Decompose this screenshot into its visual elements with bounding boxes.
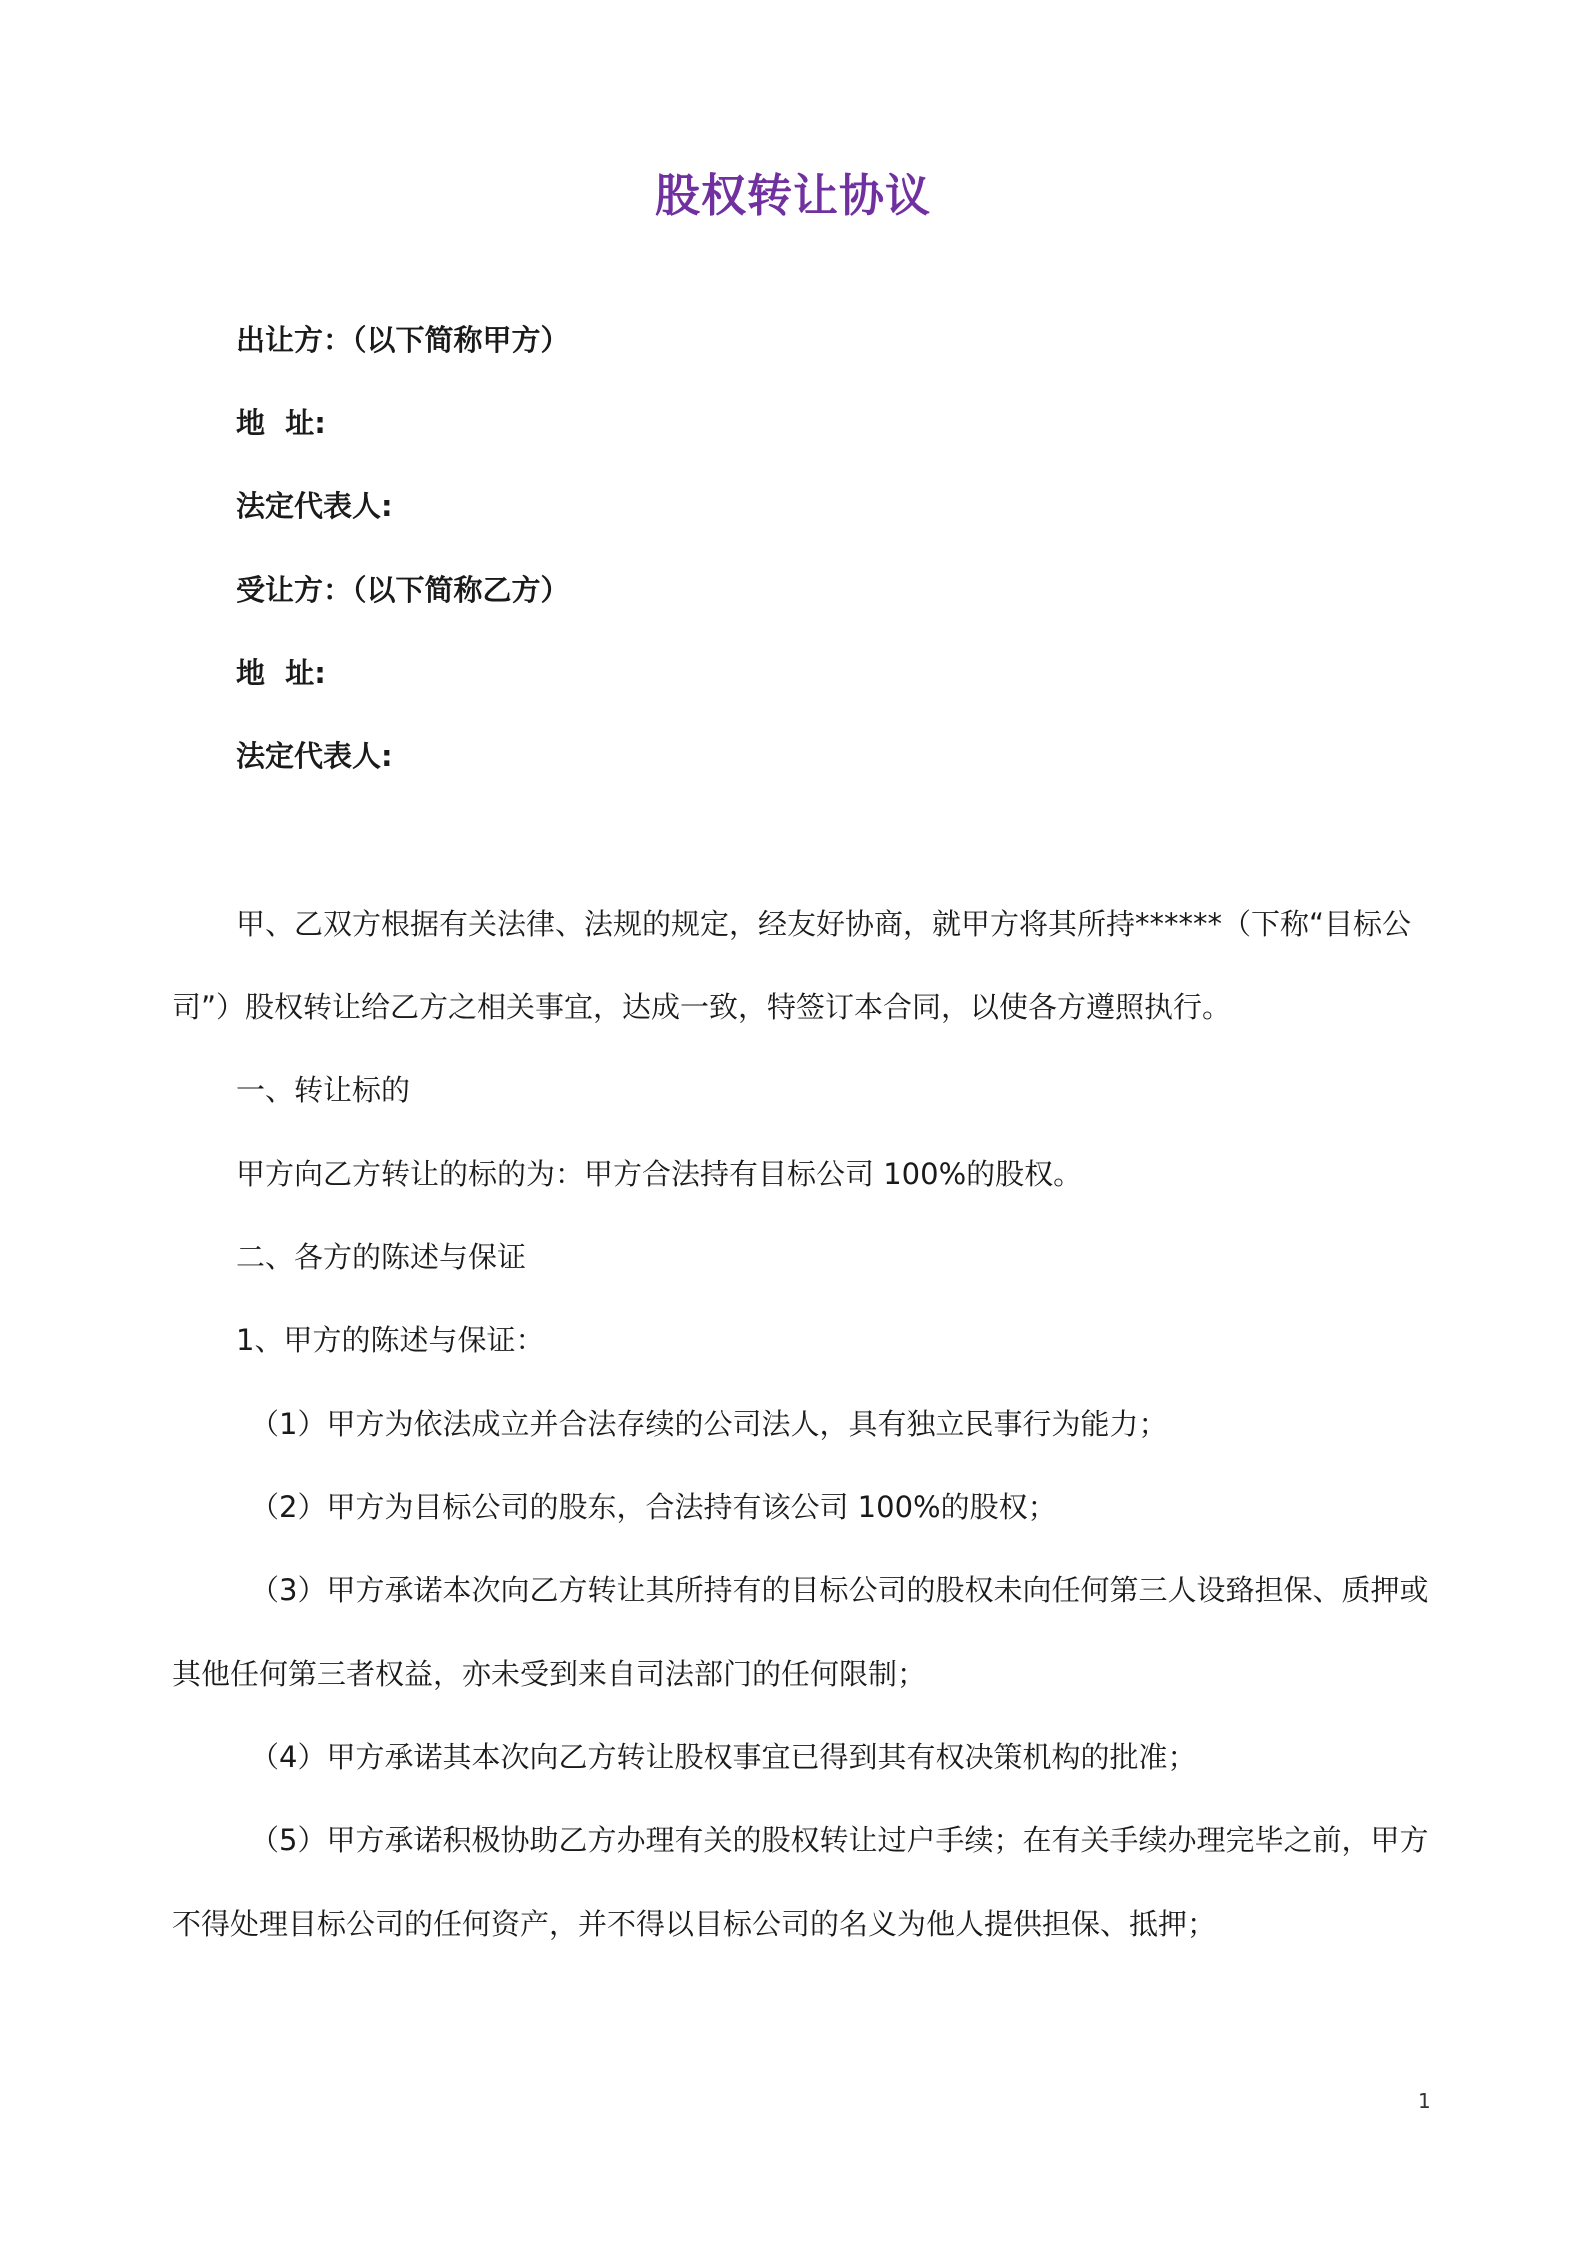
page-number: 1 bbox=[1418, 2089, 1431, 2113]
section-2-heading: 二、各方的陈述与保证 bbox=[236, 1240, 527, 1274]
preamble-line-2: 司”）股权转让给乙方之相关事宜，达成一致，特签订本合同，以使各方遵照执行。 bbox=[172, 990, 1232, 1024]
clause-item-3-line-1: （3）甲方承诺本次向乙方转让其所持有的目标公司的股权未向任何第三人设臵担保、质押或 bbox=[250, 1573, 1429, 1607]
section-1-heading: 一、转让标的 bbox=[236, 1073, 411, 1107]
section-2-sub1-heading: 1、甲方的陈述与保证： bbox=[236, 1323, 545, 1357]
transferee-representative-label: 法定代表人: bbox=[236, 739, 393, 773]
clause-item-3-line-2: 其他任何第三者权益，亦未受到来自司法部门的任何限制； bbox=[172, 1657, 927, 1691]
transferor-representative-label: 法定代表人: bbox=[236, 489, 393, 523]
document-title: 股权转让协议 bbox=[654, 169, 931, 222]
clause-item-4: （4）甲方承诺其本次向乙方转让股权事宜已得到其有权决策机构的批准； bbox=[250, 1740, 1197, 1774]
clause-item-5-line-2: 不得处理目标公司的任何资产，并不得以目标公司的名义为他人提供担保、抵押； bbox=[172, 1907, 1217, 1941]
transferor-label: 出让方：（以下简称甲方） bbox=[236, 323, 570, 357]
clause-item-5-line-1: （5）甲方承诺积极协助乙方办理有关的股权转让过户手续；在有关手续办理完毕之前，甲方 bbox=[250, 1823, 1429, 1857]
transferee-address-label: 地 址: bbox=[236, 656, 326, 690]
preamble-line-1: 甲、乙双方根据有关法律、法规的规定，经友好协商，就甲方将其所持******（下称“目标公 bbox=[236, 907, 1412, 941]
section-1-text: 甲方向乙方转让的标的为：甲方合法持有目标公司 100%的股权。 bbox=[236, 1157, 1083, 1191]
clause-item-1: （1）甲方为依法成立并合法存续的公司法人，具有独立民事行为能力； bbox=[250, 1407, 1168, 1441]
clause-item-2: （2）甲方为目标公司的股东，合法持有该公司 100%的股权； bbox=[250, 1490, 1057, 1524]
transferee-label: 受让方：（以下简称乙方） bbox=[236, 573, 570, 607]
transferor-address-label: 地 址: bbox=[236, 406, 326, 440]
